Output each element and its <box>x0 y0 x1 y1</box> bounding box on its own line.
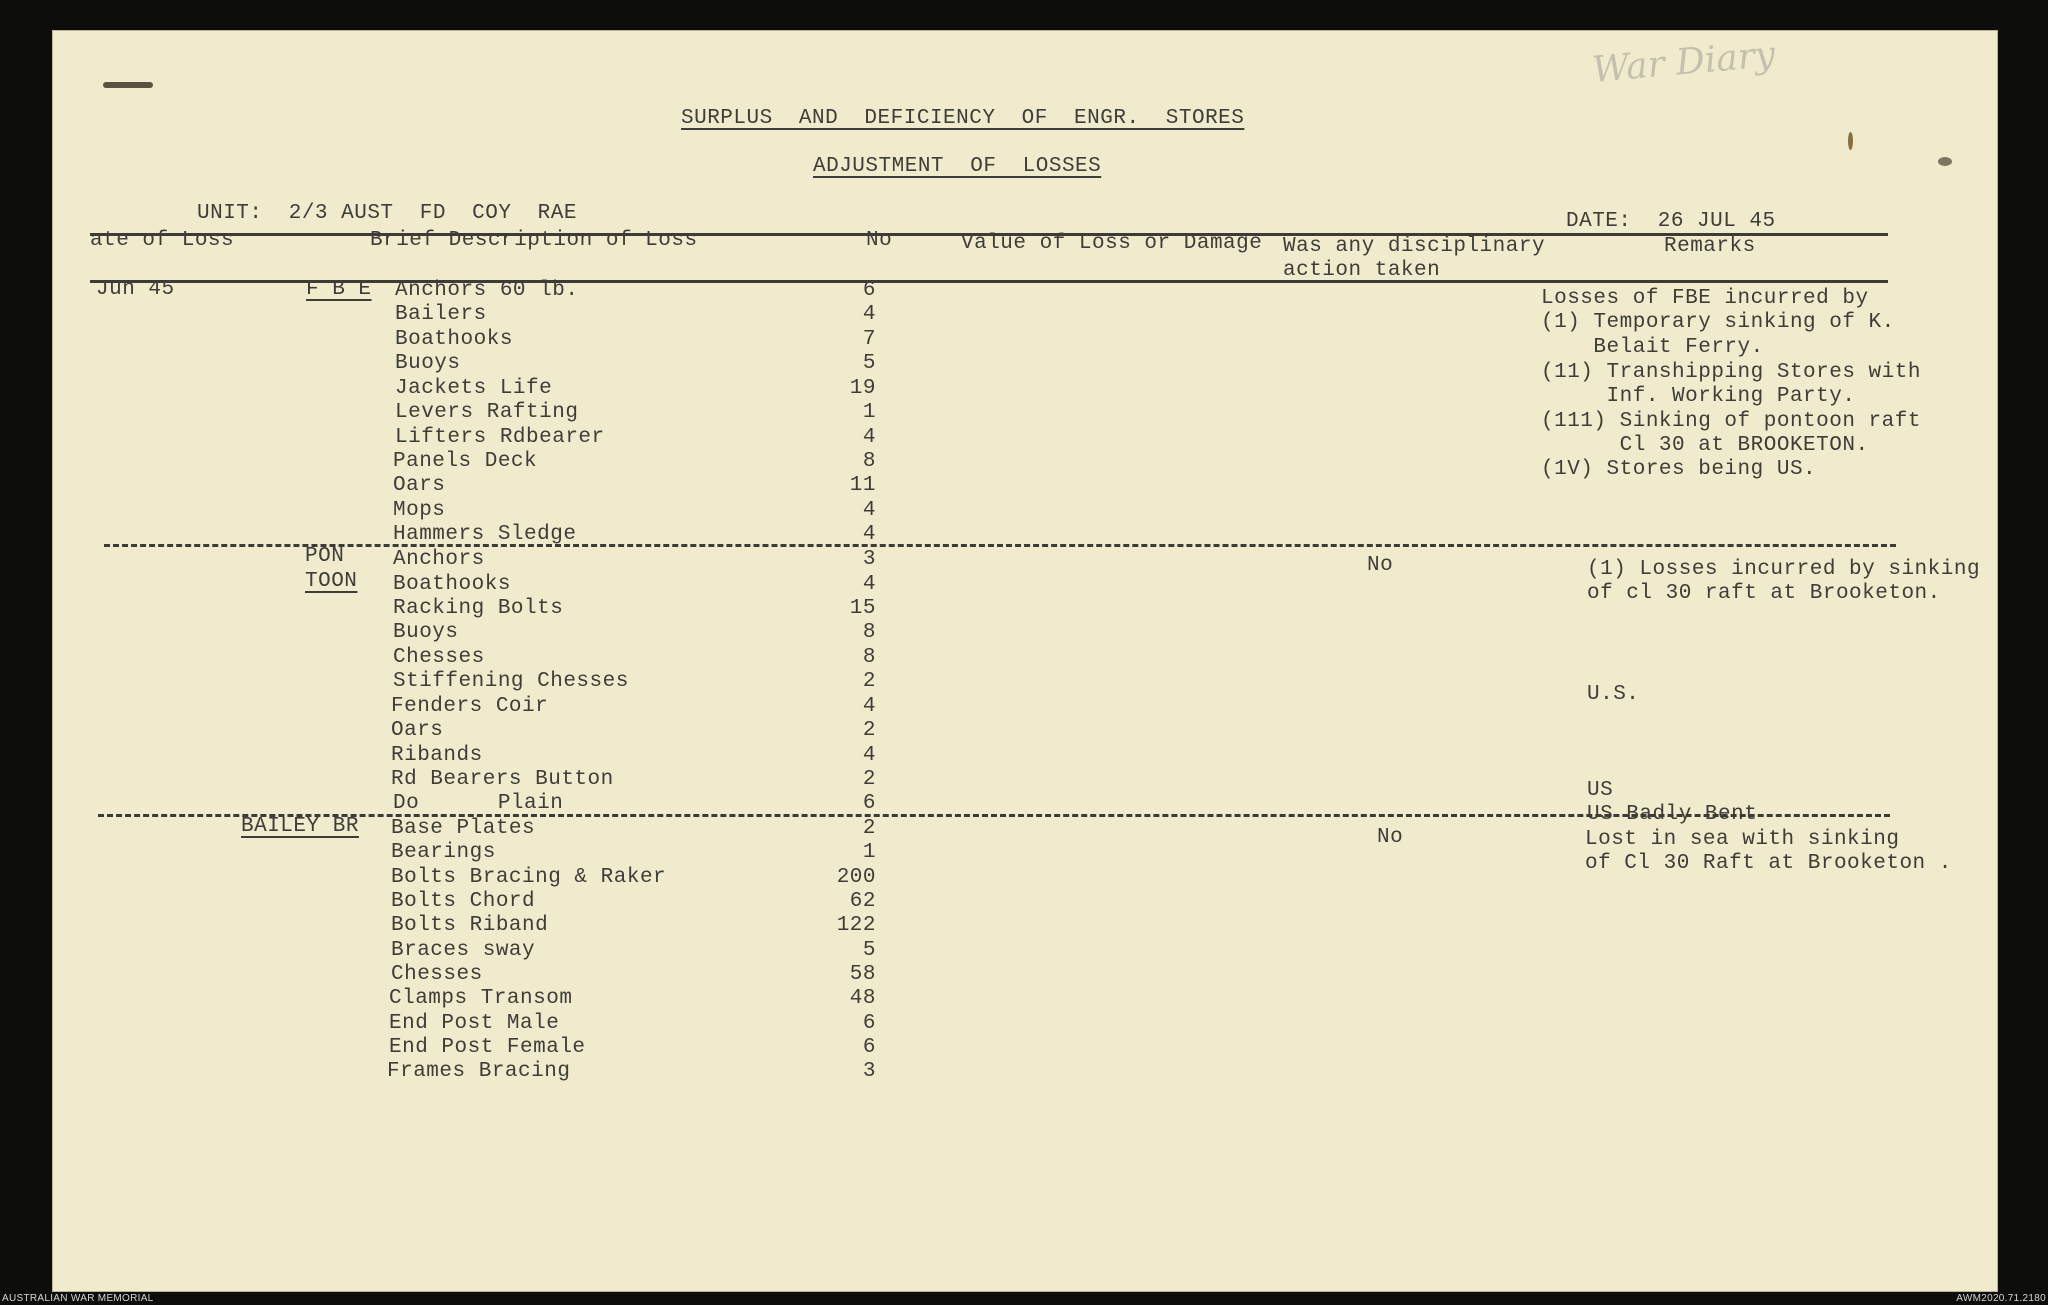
desc-pon-1: Anchors <box>393 548 485 571</box>
qty-fbe-6: 1 <box>862 401 876 424</box>
desc-bailey-2: Bearings <box>391 841 496 864</box>
handwritten-note: War Diary <box>1590 34 1777 91</box>
header-disciplinary: Was any disciplinary <box>1283 235 1546 258</box>
desc-pon-8: Oars <box>391 719 444 742</box>
qty-fbe-5: 19 <box>849 377 876 400</box>
desc-fbe-2: Bailers <box>395 303 487 326</box>
qty-fbe-7: 4 <box>862 426 876 449</box>
qty-fbe-2: 4 <box>862 303 876 326</box>
qty-pon-10: 2 <box>862 768 876 791</box>
desc-fbe-9: Oars <box>393 474 446 497</box>
remark-us-3: US Badly Bent <box>1587 803 1758 826</box>
qty-pon-4: 8 <box>862 621 876 644</box>
remark-fbe-5: Inf. Working Party. <box>1541 385 1856 408</box>
desc-bailey-1: Base Plates <box>391 817 536 840</box>
desc-fbe-7: Lifters Rdbearer <box>395 426 605 449</box>
section-divider-1 <box>104 544 1896 547</box>
qty-bailey-1: 2 <box>862 817 876 840</box>
remark-fbe-7: Cl 30 at BROOKETON. <box>1541 434 1869 457</box>
qty-bailey-2: 1 <box>862 841 876 864</box>
remark-fbe-3: Belait Ferry. <box>1541 336 1764 359</box>
date-label: DATE: 26 JUL 45 <box>1566 210 1776 233</box>
qty-bailey-11: 3 <box>862 1060 876 1083</box>
remark-us-2: US <box>1587 779 1614 802</box>
unit-label: UNIT: 2/3 AUST FD COY RAE <box>197 202 577 225</box>
qty-bailey-5: 122 <box>836 914 876 937</box>
qty-pon-5: 8 <box>862 646 876 669</box>
desc-bailey-7: Chesses <box>391 963 483 986</box>
document-subtitle: ADJUSTMENT OF LOSSES <box>813 155 1102 178</box>
desc-pon-3: Racking Bolts <box>393 597 564 620</box>
desc-bailey-4: Bolts Chord <box>391 890 536 913</box>
desc-fbe-5: Jackets Life <box>395 377 553 400</box>
desc-pon-7: Fenders Coir <box>391 695 549 718</box>
desc-pon-9: Ribands <box>391 744 483 767</box>
desc-bailey-8: Clamps Transom <box>389 987 573 1010</box>
footer-accession-number: AWM2020.71.2180 <box>1956 1293 2046 1304</box>
stain-mark <box>1938 157 1952 166</box>
qty-fbe-11: 4 <box>862 523 876 546</box>
qty-fbe-1: 6 <box>862 279 876 302</box>
qty-fbe-9: 11 <box>849 474 876 497</box>
qty-pon-7: 4 <box>862 695 876 718</box>
remark-fbe-8: (1V) Stores being US. <box>1541 458 1817 481</box>
header-value: Value of Loss or Damage <box>961 232 1263 255</box>
qty-bailey-9: 6 <box>862 1012 876 1035</box>
desc-bailey-5: Bolts Riband <box>391 914 549 937</box>
qty-fbe-3: 7 <box>862 328 876 351</box>
remark-us-1: U.S. <box>1587 683 1640 706</box>
qty-bailey-4: 62 <box>849 890 876 913</box>
remark-bailey-1: Lost in sea with sinking <box>1585 828 1900 851</box>
remark-fbe-6: (111) Sinking of pontoon raft <box>1541 410 1921 433</box>
desc-pon-6: Stiffening Chesses <box>393 670 629 693</box>
desc-fbe-10: Mops <box>393 499 446 522</box>
desc-pon-2: Boathooks <box>393 573 511 596</box>
qty-bailey-7: 58 <box>849 963 876 986</box>
qty-bailey-6: 5 <box>862 939 876 962</box>
header-description: Brief Description of Loss <box>370 229 698 252</box>
remark-pontoon-1: (1) Losses incurred by sinking <box>1587 558 1981 581</box>
qty-pon-8: 2 <box>862 719 876 742</box>
stain-mark <box>1848 132 1853 150</box>
qty-bailey-3: 200 <box>836 866 876 889</box>
qty-bailey-10: 6 <box>862 1036 876 1059</box>
qty-fbe-10: 4 <box>862 499 876 522</box>
loss-date: Jun 45 <box>96 278 175 301</box>
qty-fbe-4: 5 <box>862 352 876 375</box>
remark-fbe-4: (11) Transhipping Stores with <box>1541 361 1921 384</box>
footer-source: AUSTRALIAN WAR MEMORIAL <box>2 1293 154 1304</box>
remark-fbe-2: (1) Temporary sinking of K. <box>1541 311 1895 334</box>
desc-fbe-4: Buoys <box>395 352 461 375</box>
remark-bailey-2: of Cl 30 Raft at Brooketon . <box>1585 852 1952 875</box>
desc-fbe-3: Boathooks <box>395 328 513 351</box>
qty-pon-1: 3 <box>862 548 876 571</box>
desc-pon-11: Do Plain <box>393 792 564 815</box>
section-label-pontoon-1: PON <box>305 545 345 568</box>
desc-pon-5: Chesses <box>393 646 485 669</box>
remark-fbe-1: Losses of FBE incurred by <box>1541 287 1869 310</box>
document-title: SURPLUS AND DEFICIENCY OF ENGR. STORES <box>681 107 1245 130</box>
desc-bailey-11: Frames Bracing <box>387 1060 571 1083</box>
section-divider-2 <box>98 814 1890 817</box>
qty-pon-9: 4 <box>862 744 876 767</box>
qty-pon-6: 2 <box>862 670 876 693</box>
desc-pon-10: Rd Bearers Button <box>391 768 614 791</box>
header-remarks: Remarks <box>1664 235 1756 258</box>
desc-bailey-6: Braces sway <box>391 939 536 962</box>
desc-fbe-1: Anchors 60 lb. <box>395 279 579 302</box>
header-no: No <box>866 229 893 252</box>
desc-pon-4: Buoys <box>393 621 459 644</box>
section-label-bailey: BAILEY BR <box>241 815 359 838</box>
qty-pon-3: 15 <box>849 597 876 620</box>
disciplinary-pontoon: No <box>1367 554 1394 577</box>
section-label-pontoon-2: TOON <box>305 570 358 593</box>
desc-fbe-8: Panels Deck <box>393 450 538 473</box>
desc-bailey-10: End Post Female <box>389 1036 586 1059</box>
section-label-fbe: F B E <box>306 278 372 301</box>
desc-bailey-9: End Post Male <box>389 1012 560 1035</box>
desc-fbe-6: Levers Rafting <box>395 401 579 424</box>
disciplinary-bailey: No <box>1377 826 1404 849</box>
header-disciplinary-2: action taken <box>1283 259 1441 282</box>
qty-pon-2: 4 <box>862 573 876 596</box>
ink-mark <box>103 82 153 88</box>
remark-pontoon-2: of cl 30 raft at Brooketon. <box>1587 582 1941 605</box>
desc-bailey-3: Bolts Bracing & Raker <box>391 866 667 889</box>
qty-pon-11: 6 <box>862 792 876 815</box>
qty-bailey-8: 48 <box>849 987 876 1010</box>
desc-fbe-11: Hammers Sledge <box>393 523 577 546</box>
header-date-of-loss: ate of Loss <box>90 229 235 252</box>
qty-fbe-8: 8 <box>862 450 876 473</box>
